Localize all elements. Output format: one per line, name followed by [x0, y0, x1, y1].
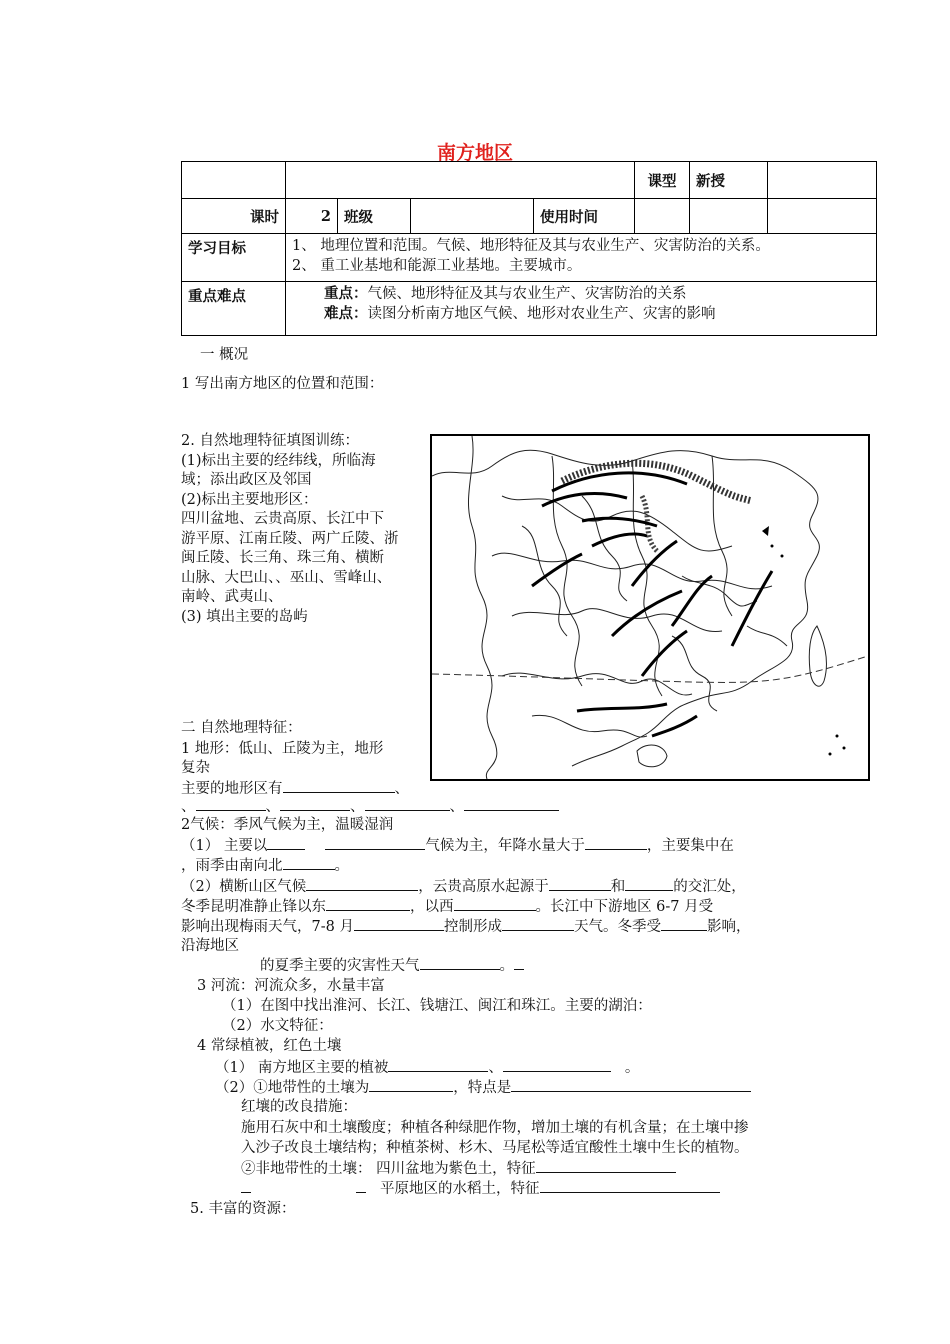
climate-q5: 沿海地区 [181, 938, 239, 954]
q1-position: 1 写出南方地区的位置和范围： [181, 376, 384, 392]
south-china-map [430, 434, 870, 781]
goals-cell [286, 234, 877, 282]
class-label: 班级 [338, 199, 411, 234]
vegetation-heading: 4 常绿植被，红色土壤 [197, 1038, 342, 1054]
river-q1: （1）在图中找出淮河、长江、钱塘江、闽江和珠江。主要的湖泊： [222, 998, 652, 1014]
goals-label: 学习目标 [182, 234, 286, 282]
page-title: 南方地区 [436, 142, 513, 164]
climate-q2: （2）横断山区气候 ，云贵高原水起源于 和 的交汇处， [181, 876, 746, 897]
climate-q1-cont: ，雨季由南向北 。 [181, 855, 349, 876]
key-label: 重点难点 [182, 282, 286, 336]
terrain-line-3: 主要的地形区有 、 [181, 778, 409, 799]
map-drawing [432, 436, 868, 779]
course-type-label: 课型 [635, 162, 690, 199]
section1-heading: 一 概况 [200, 347, 249, 363]
river-q2: （2）水文特征： [222, 1018, 333, 1034]
soil-q2: （2）①地带性的土壤为 ，特点是 [215, 1077, 751, 1098]
climate-heading: 2气候：季风气候为主，温暖湿润 [181, 817, 394, 833]
terrain-line-2: 复杂 [181, 760, 210, 776]
section2-heading: 二 自然地理特征： [181, 720, 302, 736]
azonal-soil-q3: ②非地带性的土壤： 四川盆地为紫色土，特征 [241, 1158, 676, 1179]
goal-1: 1、 地理位置和范围。气候、地形特征及其与农业生产、灾害防治的关系。 [292, 238, 770, 254]
terrain-blank [283, 778, 395, 793]
hours-value: 2 [286, 199, 338, 234]
key-prefix: 重点： [324, 285, 368, 302]
climate-q1: （1） 主要以 气候为主，年降水量大于 ，主要集中在 [181, 835, 734, 856]
hours-label: 课时 [182, 199, 286, 234]
terrain-blanks-row: 、 、 、 、 [181, 796, 559, 817]
lesson-info-table [181, 161, 877, 336]
red-soil-line-2: 入沙子改良土壤结构；种植茶树、杉木、马尾松等适宜酸性土壤中生长的植物。 [241, 1140, 749, 1156]
vegetation-q1: （1） 南方地区主要的植被 、 。 [215, 1057, 639, 1078]
azonal-soil-q4: 平原地区的水稻土，特征 [241, 1178, 720, 1199]
climate-q6: 的夏季主要的灾害性天气 。 [260, 955, 524, 976]
difficulty-prefix: 难点： [324, 305, 368, 322]
resources-heading: 5. 丰富的资源： [190, 1201, 296, 1217]
terrain-line-1: 1 地形：低山、丘陵为主，地形 [181, 741, 384, 757]
river-heading: 3 河流：河流众多，水量丰富 [197, 978, 385, 994]
difficulty-text: 读图分析南方地区气候、地形对农业生产、灾害的影响 [367, 306, 716, 322]
red-soil-heading: 红壤的改良措施： [241, 1099, 357, 1115]
climate-q4: 影响出现梅雨天气，7-8 月 控制形成 天气。冬季受 影响， [181, 916, 750, 937]
goal-2: 2、 重工业基地和能源工业基地。主要城市。 [292, 258, 582, 274]
key-text: 气候、地形特征及其与农业生产、灾害防治的关系 [367, 286, 687, 302]
course-type-value: 新授 [690, 162, 768, 199]
red-soil-line-1: 施用石灰中和土壤酸度；种植各种绿肥作物，增加土壤的有机含量；在土壤中掺 [241, 1120, 749, 1136]
key-cell [286, 282, 877, 336]
climate-q3: 冬季昆明准静止锋以东 ，以西 。长江中下游地区 6-7 月受 [181, 896, 713, 917]
q2-map-exercise: 2. 自然地理特征填图训练： (1)标出主要的经纬线，所临海 域；添出政区及邻国 (2)标出主要地形区： 四川盆地、云贵高原、长江中下 游平原、江南丘陵、两广丘陵、浙 闽丘陵、长三角、珠三角、横断 山脉、大巴山、、巫山、雪峰山、 南岭、武夷山、 (3) 填出主要的岛屿 [181, 433, 399, 625]
time-label: 使用时间 [534, 199, 635, 234]
